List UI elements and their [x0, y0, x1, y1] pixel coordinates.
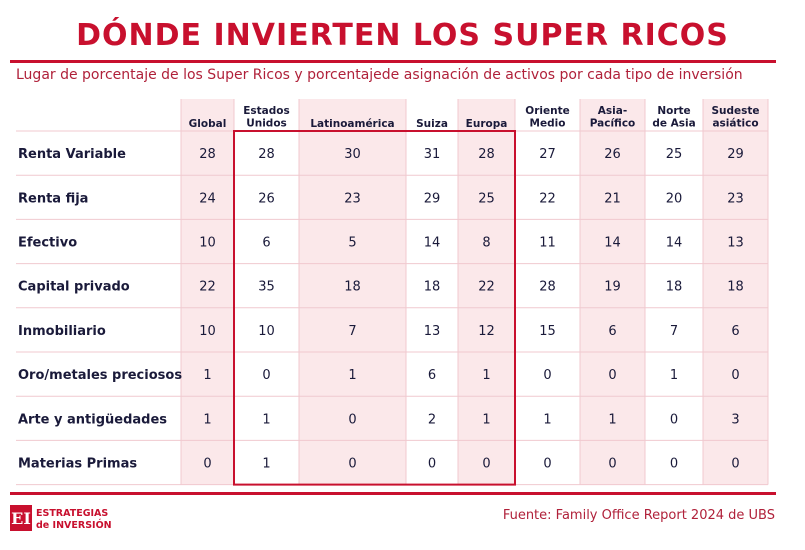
table-cell-value: 35: [258, 279, 275, 295]
column-header: [243, 105, 290, 130]
table-cell-value: 0: [262, 368, 271, 384]
table-cell-value: 22: [539, 191, 556, 207]
subtitle: Lugar de porcentaje de los Super Ricos y porcentajede asignación de activos por cada tipo de inversión: [16, 67, 743, 83]
column-header: [189, 118, 227, 130]
table-cell-value: 2: [427, 412, 437, 428]
svg-text:EI: EI: [11, 509, 31, 528]
table-cell-value: 0: [731, 368, 740, 384]
table-cell-value: 29: [423, 191, 441, 207]
table-cell-value: 6: [608, 323, 617, 339]
svg-text:de INVERSIÓN: de INVERSIÓN: [36, 520, 112, 531]
table-cell-value: 27: [539, 147, 556, 163]
table-cell-value: 21: [604, 191, 621, 207]
table-cell-value: 25: [478, 191, 495, 207]
table-cell-value: 6: [262, 235, 271, 251]
table-cell-value: 11: [539, 235, 556, 251]
table-cell-value: 1: [669, 368, 679, 384]
table-cell-value: 10: [199, 235, 216, 251]
column-header-line: de Asia: [652, 117, 696, 130]
column-header-line: Oriente: [525, 105, 570, 117]
column-header-line: Norte: [657, 105, 691, 117]
column-header-line: Latinoamérica: [310, 118, 395, 130]
column-header-line: Sudeste: [711, 105, 760, 117]
table-cell-value: 10: [258, 323, 275, 339]
table-cell-value: 1: [203, 368, 212, 384]
table-cell-value: 30: [344, 147, 361, 163]
row-label: Renta fija: [18, 191, 89, 207]
table-cell-value: 26: [604, 147, 621, 163]
table-cell-value: 1: [482, 412, 491, 428]
column-header: [711, 105, 759, 130]
column-header: [310, 118, 394, 130]
table-cell-value: 23: [727, 191, 744, 207]
table-cell-value: 6: [731, 323, 740, 339]
column-header-line: Pacífico: [589, 117, 636, 130]
source-note: Fuente: Family Office Report 2024 de UBS: [502, 508, 775, 523]
table-cell-value: 14: [604, 235, 621, 251]
table-cell-value: 18: [727, 279, 744, 295]
column-header: [652, 105, 695, 130]
table-cell-value: 0: [543, 368, 552, 384]
table-cell-value: 26: [258, 191, 275, 207]
page-title: DÓNDE INVIERTEN LOS SUPER RICOS: [76, 18, 729, 53]
column-header-line: Estados: [243, 105, 290, 117]
bottom-divider: [10, 492, 776, 495]
row-label: Capital privado: [18, 279, 130, 295]
table-cell-value: 28: [478, 147, 495, 163]
column-header-line: asiático: [712, 117, 759, 130]
column-header-line: Medio: [529, 117, 566, 130]
row-label: Efectivo: [18, 235, 78, 251]
table-cell-value: 22: [478, 279, 495, 295]
table-cell-value: 1: [348, 368, 357, 384]
table-cell-value: 19: [604, 279, 621, 295]
table-cell-value: 10: [199, 323, 216, 339]
table-cell-value: 0: [669, 456, 679, 472]
table-cell-value: 0: [669, 412, 679, 428]
table-cell-value: 1: [608, 412, 617, 428]
table-cell-value: 13: [423, 323, 441, 339]
table-cell-value: 12: [478, 323, 495, 339]
table-cell-value: 28: [199, 147, 216, 163]
column-header: [466, 118, 508, 130]
table-cell-value: 20: [665, 191, 683, 207]
table-cell-value: 25: [665, 147, 683, 163]
table-cell-value: 28: [258, 147, 275, 163]
table-cell-value: 0: [348, 412, 357, 428]
column-header-line: Europa: [465, 118, 508, 130]
table-cell-value: 8: [482, 235, 491, 251]
table-cell-value: 22: [199, 279, 216, 295]
table-cell-value: 28: [539, 279, 556, 295]
table-cell-value: 18: [665, 279, 683, 295]
table-cell-value: 7: [669, 323, 679, 339]
table-cell-value: 0: [482, 456, 491, 472]
column-header: [416, 118, 448, 130]
column-header-line: Global: [188, 118, 227, 130]
table-cell-value: 0: [427, 456, 437, 472]
table-cell-value: 1: [543, 412, 552, 428]
table-cell-value: 18: [344, 279, 361, 295]
table-cell-value: 0: [348, 456, 357, 472]
column-header-line: Asia-: [597, 105, 628, 117]
table-cell-value: 0: [731, 456, 740, 472]
table-cell-value: 0: [608, 368, 617, 384]
table-cell-value: 7: [348, 323, 357, 339]
row-label: Oro/metales preciosos: [18, 368, 183, 384]
table-cell-value: 31: [423, 147, 441, 163]
row-label: Arte y antigüedades: [18, 412, 168, 428]
table-cell-value: 13: [727, 235, 744, 251]
table-cell-value: 0: [203, 456, 212, 472]
svg-text:ESTRATEGIAS: ESTRATEGIAS: [36, 508, 109, 519]
table-cell-value: 1: [262, 412, 271, 428]
table-cell-value: 14: [665, 235, 683, 251]
table-cell-value: 0: [543, 456, 552, 472]
row-label: Renta Variable: [18, 147, 126, 163]
table-cell-value: 6: [427, 368, 437, 384]
table-cell-value: 29: [727, 147, 744, 163]
table-cell-value: 23: [344, 191, 361, 207]
column-header-line: Unidos: [246, 117, 287, 130]
table-cell-value: 0: [608, 456, 617, 472]
table-cell-value: 3: [731, 412, 740, 428]
column-header: [525, 105, 569, 130]
table-cell-value: 1: [203, 412, 212, 428]
table-cell-value: 1: [482, 368, 491, 384]
table-cell-value: 1: [262, 456, 271, 472]
table-cell-value: 15: [539, 323, 556, 339]
estrategias-de-inversion-logo: [10, 505, 130, 531]
table-cell-value: 18: [423, 279, 441, 295]
table-cell-value: 14: [423, 235, 441, 251]
table-cell-value: 24: [199, 191, 216, 207]
table-cell-value: 5: [348, 235, 357, 251]
row-label: Materias Primas: [18, 456, 138, 472]
row-label: Inmobiliario: [18, 323, 106, 339]
column-header-line: Suiza: [416, 118, 448, 130]
